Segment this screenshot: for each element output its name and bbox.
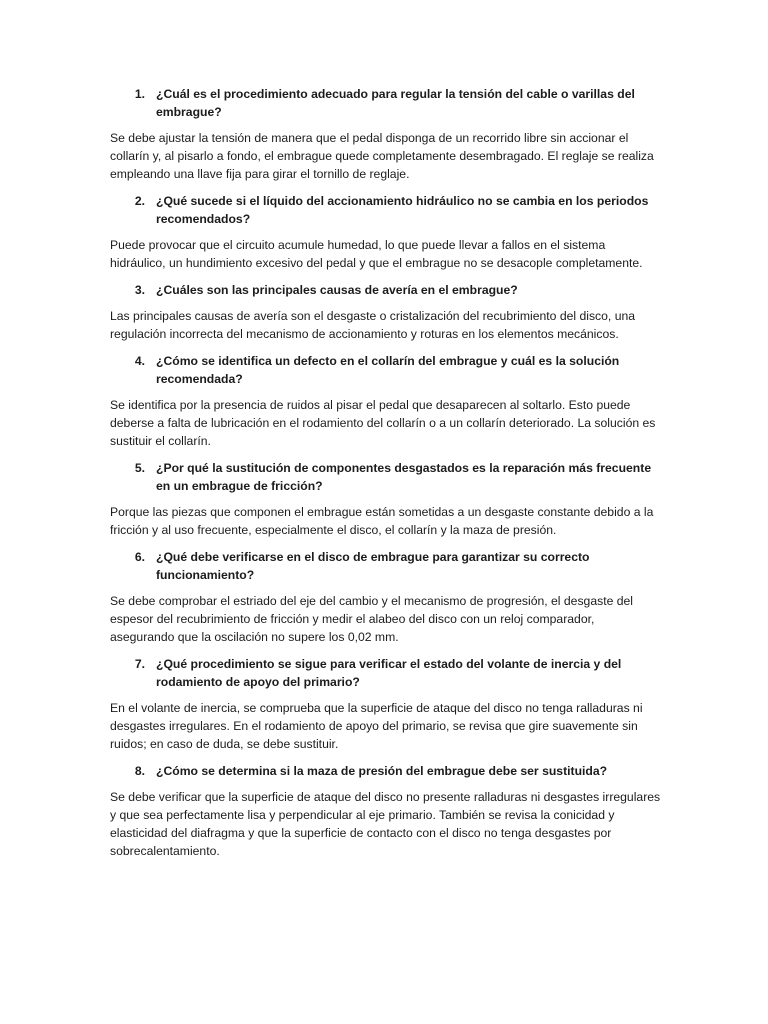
question-8 <box>110 762 662 780</box>
question-text: ¿Cuál es el procedimiento adecuado para regular la tensión del cable o varillas del embrague? <box>156 87 635 119</box>
answer-3: Las principales causas de avería son el desgaste o cristalización del recubrimiento del disco, una regulación incorrecta del mecanismo de accionamiento y roturas en los elementos mecánicos. <box>110 309 636 341</box>
qa-item-5 <box>110 459 662 539</box>
question-text: ¿Cuáles son las principales causas de avería en el embrague? <box>156 283 518 297</box>
question-4 <box>110 352 662 388</box>
question-3 <box>110 281 662 299</box>
qa-item-2 <box>110 192 662 272</box>
question-text: ¿Qué debe verificarse en el disco de embrague para garantizar su correcto funcionamiento? <box>156 550 590 582</box>
qa-item-7 <box>110 655 662 753</box>
qa-item-4 <box>110 352 662 450</box>
question-number: 8. <box>134 764 145 778</box>
question-number: 1. <box>134 87 145 101</box>
answer-6: Se debe comprobar el estriado del eje del cambio y el mecanismo de progresión, el desgaste del espesor del recubrimiento de fricción y medir el alabeo del disco con un reloj comparador, asegurando que la oscilación no supere los 0,02 mm. <box>110 594 634 644</box>
question-number: 7. <box>134 657 145 671</box>
answer-8: Se debe verificar que la superficie de ataque del disco no presente ralladuras ni desgastes irregulares y que sea perfectamente lisa y perpendicular al eje primario. También se revisa la conicidad y elasticidad del diafragma y que la superficie de contacto con el disco no tenga desgastes por sobrecalentamiento. <box>110 790 661 858</box>
question-number: 4. <box>134 354 145 368</box>
qa-item-6 <box>110 548 662 646</box>
answer-4: Se identifica por la presencia de ruidos al pisar el pedal que desaparecen al soltarlo. Esto puede deberse a falta de lubricación en el rodamiento del collarín o a un collarín deteriorado. La solución es sustituir el collarín. <box>110 398 656 448</box>
question-5 <box>110 459 662 495</box>
answer-2: Puede provocar que el circuito acumule humedad, lo que puede llevar a fallos en el sistema hidráulico, un hundimiento excesivo del pedal y que el embrague no se desacople completamente. <box>110 238 643 270</box>
question-6 <box>110 548 662 584</box>
question-7 <box>110 655 662 691</box>
qa-item-1 <box>110 85 662 183</box>
answer-1: Se debe ajustar la tensión de manera que el pedal disponga de un recorrido libre sin accionar el collarín y, al pisarlo a fondo, el embrague quede completamente desembragado. El reglaje se realiza empleando una llave fija para girar el tornillo de reglaje. <box>110 131 654 181</box>
question-number: 6. <box>134 550 145 564</box>
qa-item-3 <box>110 281 662 343</box>
question-number: 3. <box>134 283 145 297</box>
question-number: 5. <box>134 461 145 475</box>
question-1 <box>110 85 662 121</box>
question-text: ¿Cómo se determina si la maza de presión del embrague debe ser sustituida? <box>156 764 608 778</box>
document-page <box>110 85 662 869</box>
question-number: 2. <box>134 194 145 208</box>
question-2 <box>110 192 662 228</box>
question-text: ¿Qué procedimiento se sigue para verificar el estado del volante de inercia y del rodamiento de apoyo del primario? <box>156 657 622 689</box>
qa-item-8 <box>110 762 662 860</box>
question-text: ¿Cómo se identifica un defecto en el collarín del embrague y cuál es la solución recomendada? <box>156 354 620 386</box>
answer-5: Porque las piezas que componen el embrague están sometidas a un desgaste constante debido a la fricción y al uso frecuente, especialmente el disco, el collarín y la maza de presión. <box>110 505 654 537</box>
answer-7: En el volante de inercia, se comprueba que la superficie de ataque del disco no tenga ralladuras ni desgastes irregulares. En el rodamiento de apoyo del primario, se revisa que gire suavemente sin ruidos; en caso de duda, se debe sustituir. <box>110 701 643 751</box>
question-text: ¿Qué sucede si el líquido del accionamiento hidráulico no se cambia en los periodos recomendados? <box>156 194 649 226</box>
question-text: ¿Por qué la sustitución de componentes desgastados es la reparación más frecuente en un embrague de fricción? <box>156 461 652 493</box>
